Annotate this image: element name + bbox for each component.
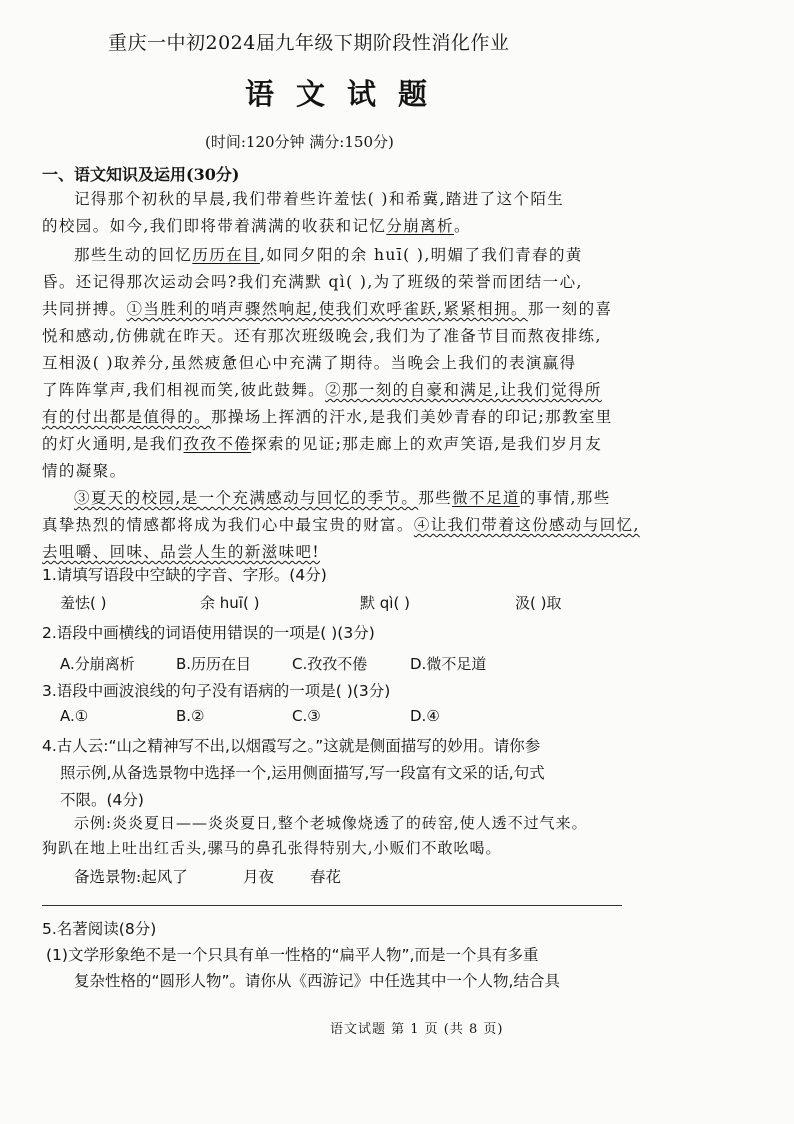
passage-text: 那些 — [418, 489, 453, 507]
q1-blank-1: 羞怯( ) — [60, 594, 107, 612]
question-4-line-2: 照示例,从备选景物中选择一个,运用侧面描写,写一段富有文采的话,句式 — [60, 764, 545, 782]
passage-paragraph-1 — [42, 186, 622, 240]
passage-line — [42, 512, 640, 539]
question-4-line-1: 4.古人云:“山之精神写不出,以烟霞写之。”这就是侧面描写的妙用。请你参 — [42, 737, 541, 755]
passage-paragraph-3 — [42, 485, 640, 566]
passage-paragraph-2 — [42, 242, 622, 485]
q2-option-b: B.历历在目 — [176, 655, 252, 673]
passage-line — [42, 377, 622, 404]
q1-blank-4: 汲( )取 — [515, 594, 562, 612]
wavy-sentence-4: ④让我们带着这份感动与回忆, — [413, 516, 640, 534]
q3-option-b: B.② — [176, 707, 205, 725]
passage-text: 真挚热烈的情感都将成为我们心中最宝贵的财富。 — [42, 516, 414, 534]
q4-example-line-2: 狗趴在地上吐出红舌头,骡马的鼻孔张得特别大,小贩们不敢吆喝。 — [42, 839, 502, 857]
passage-line: 记得那个初秋的早晨,我们带着些许羞怯( )和希冀,踏进了这个陌生 — [74, 190, 565, 208]
passage-text: 了阵阵掌声,我们相视而笑,彼此鼓舞。 — [42, 381, 326, 399]
q1-blank-2: 余 huī( ) — [200, 594, 260, 612]
underlined-word: 孜孜不倦 — [183, 435, 252, 453]
passage-text: 那些生动的回忆 — [74, 246, 193, 264]
q3-option-c: C.③ — [292, 707, 321, 725]
q1-blank-3: 默 qì( ) — [360, 594, 410, 612]
exam-title: 语文试题 — [245, 77, 450, 111]
passage-text: 。 — [453, 217, 471, 235]
wavy-sentence-4-cont: 去咀嚼、回味、品尝人生的新滋味吧! — [42, 543, 321, 561]
page-footer: 语文试题 第 1 页 (共 8 页) — [330, 1022, 504, 1037]
question-4-line-3: 不限。(4分) — [60, 791, 144, 809]
passage-text: 探索的见证;那走廊上的欢声笑语,是我们岁月友 — [251, 435, 603, 453]
wavy-sentence-1: ①当胜利的哨声骤然响起,使我们欢呼雀跃,紧紧相拥。 — [126, 300, 528, 318]
passage-line — [42, 213, 622, 240]
underlined-word: 微不足道 — [452, 489, 520, 507]
passage-line — [42, 242, 622, 269]
passage-text: 那一刻的喜 — [527, 300, 613, 318]
exam-meta: (时间:120分钟 满分:150分) — [205, 133, 394, 151]
question-5-1-line-2: 复杂性格的“圆形人物”。请你从《西游记》中任选其中一个人物,结合具 — [74, 972, 560, 990]
wavy-sentence-3: ③夏天的校园,是一个充满感动与回忆的季节。 — [74, 489, 419, 507]
school-header: 重庆一中初2024届九年级下期阶段性消化作业 — [108, 32, 510, 54]
passage-line — [42, 485, 622, 512]
passage-line — [42, 296, 622, 323]
passage-line: 互相汲( )取养分,虽然疲惫但心中充满了期待。当晚会上我们的表演赢得 — [42, 354, 577, 372]
q2-option-d: D.微不足道 — [410, 655, 487, 673]
underlined-word: 分崩离析 — [386, 217, 454, 235]
wavy-sentence-2-cont: 有的付出都是值得的。 — [42, 408, 212, 426]
question-5: 5.名著阅读(8分) — [42, 920, 157, 938]
passage-line: 情的凝聚。 — [42, 462, 127, 480]
passage-text: 共同拼搏。 — [42, 300, 127, 318]
question-3: 3.语段中画波浪线的句子没有语病的一项是( )(3分) — [42, 682, 391, 700]
q4-candidates-label: 备选景物:起风了 — [74, 868, 188, 886]
section-heading: 一、语文知识及运用(30分) — [42, 165, 240, 184]
underlined-word: 历历在目 — [192, 246, 260, 264]
q4-candidate-1: 月夜 — [243, 868, 275, 886]
q2-option-a: A.分崩离析 — [60, 655, 135, 673]
passage-line — [42, 404, 622, 431]
q4-candidate-2: 春花 — [310, 868, 342, 886]
passage-line: 昏。还记得那次运动会吗?我们充满默 qì( ),为了班级的荣誉而团结一心, — [42, 273, 583, 291]
passage-text: 的灯火通明,是我们 — [42, 435, 184, 453]
question-1: 1.请填写语段中空缺的字音、字形。(4分) — [42, 566, 327, 584]
q2-option-c: C.孜孜不倦 — [292, 655, 368, 673]
question-2: 2.语段中画横线的词语使用错误的一项是( )(3分) — [42, 624, 375, 642]
passage-text: 的事情,那些 — [519, 489, 611, 507]
question-5-1-line-1: (1)文学形象绝不是一个只具有单一性格的“扁平人物”,而是一个具有多重 — [46, 946, 539, 964]
passage-line — [42, 431, 622, 458]
passage-line: 悦和感动,仿佛就在昨天。还有那次班级晚会,我们为了准备节目而熬夜排练, — [42, 327, 602, 345]
answer-rule-line — [42, 905, 622, 906]
wavy-sentence-2: ②那一刻的自豪和满足,让我们觉得所 — [325, 381, 602, 399]
q3-option-a: A.① — [60, 707, 89, 725]
passage-text: ,如同夕阳的余 huī( ),明媚了我们青春的黄 — [259, 246, 583, 264]
passage-text: 那操场上挥洒的汗水,是我们美妙青春的印记;那教室里 — [211, 408, 613, 426]
passage-text: 的校园。如今,我们即将带着满满的收获和记忆 — [42, 217, 387, 235]
q4-example-line-1: 示例:炎炎夏日——炎炎夏日,整个老城像烧透了的砖窑,使人透不过气来。 — [74, 814, 588, 832]
q3-option-d: D.④ — [410, 707, 440, 725]
